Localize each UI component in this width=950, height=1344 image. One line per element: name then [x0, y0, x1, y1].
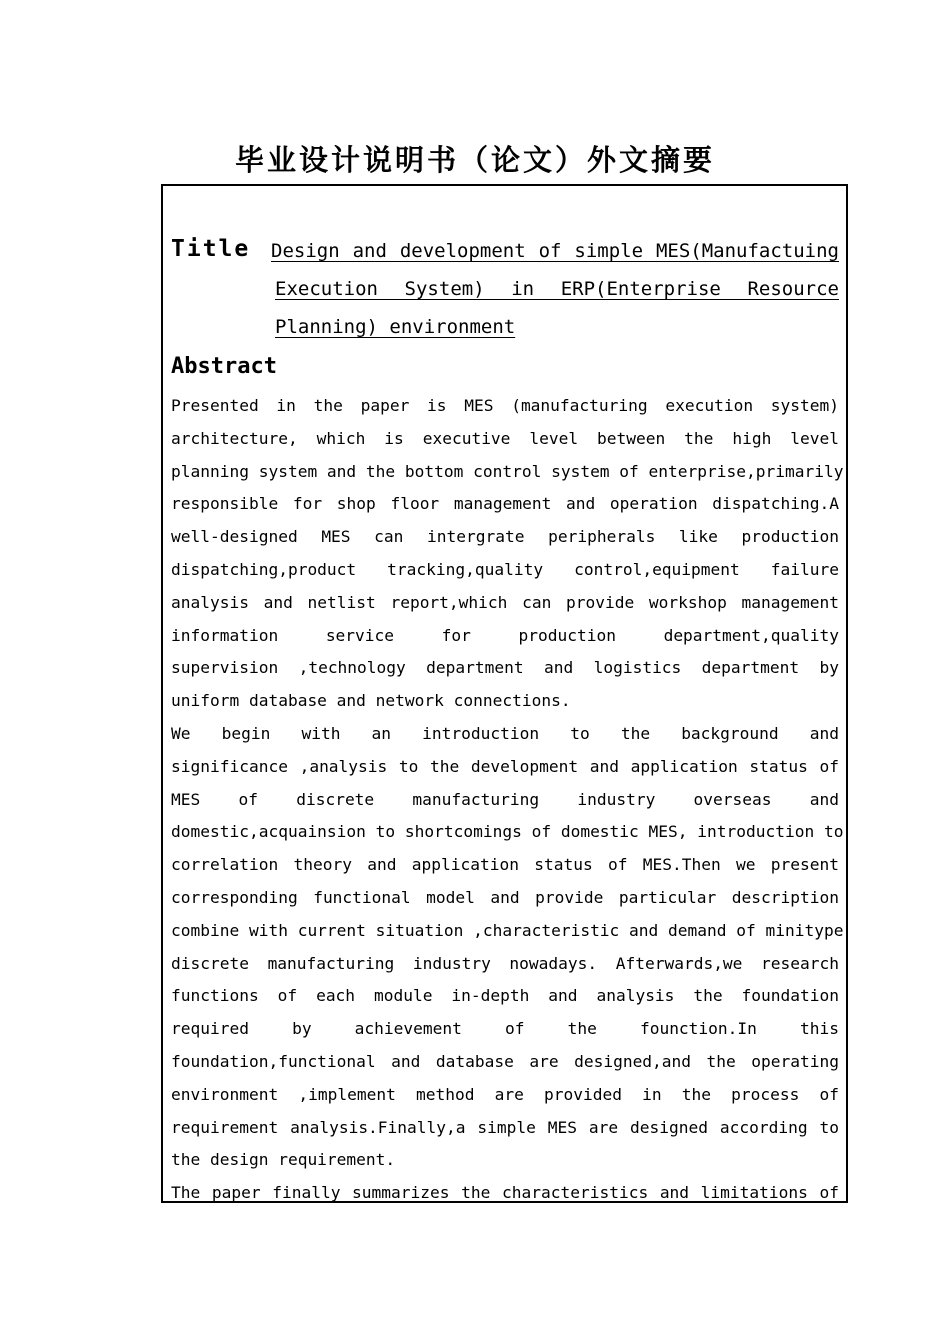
abstract-frame — [161, 184, 848, 1203]
text-line: uniform database and network connections. — [171, 691, 571, 711]
text-line: functions of each module in-depth and analysis the foundation — [171, 986, 839, 1006]
text-line: well-designed MES can intergrate peripherals like production — [171, 527, 839, 547]
abstract-paragraph — [171, 1177, 839, 1203]
text-line: responsible for shop floor management and operation dispatching.A — [171, 494, 839, 514]
text-line: The paper finally summarizes the characteristics and limitations of — [171, 1183, 839, 1203]
text-line: significance ,analysis to the development and application status of — [171, 756, 839, 776]
abstract-paragraph — [171, 718, 844, 1177]
text-line: planning system and the bottom control system of enterprise,primarily — [171, 461, 844, 481]
page-title: 毕业设计说明书（论文）外文摘要 — [234, 143, 715, 177]
title-label: Title — [171, 236, 251, 262]
text-line: discrete manufacturing industry nowadays. Afterwards,we research — [171, 953, 839, 973]
text-line: required by achievement of the founction.In this — [171, 1019, 839, 1039]
paper-title — [271, 232, 839, 346]
text-line: MES of discrete manufacturing industry overseas and — [171, 789, 839, 809]
text-line: correlation theory and application status of MES.Then we present — [171, 855, 839, 875]
abstract-body — [171, 390, 844, 1203]
text-line: the design requirement. — [171, 1150, 396, 1170]
text-line: supervision ,technology department and logistics department by — [171, 658, 839, 678]
paper-title-line: Execution System) in ERP(Enterprise Resource — [275, 278, 839, 300]
text-line: requirement analysis.Finally,a simple MES are designed according to — [171, 1117, 839, 1137]
text-line: information service for production department,quality — [171, 625, 839, 645]
text-line: domestic,acquainsion to shortcomings of domestic MES, introduction to — [171, 822, 844, 842]
text-line: architecture, which is executive level between the high level — [171, 428, 839, 448]
text-line: Presented in the paper is MES (manufacturing execution system) — [171, 396, 839, 415]
abstract-heading: Abstract — [171, 354, 277, 379]
text-line: corresponding functional model and provide particular description — [171, 887, 839, 907]
abstract-paragraph — [171, 390, 844, 718]
text-line: analysis and netlist report,which can provide workshop management — [171, 592, 839, 612]
text-line: foundation,functional and database are designed,and the operating — [171, 1051, 839, 1071]
text-line: environment ,implement method are provided in the process of — [171, 1084, 839, 1104]
text-line: We begin with an introduction to the background and — [171, 723, 839, 743]
paper-title-line: Planning) environment — [275, 316, 516, 338]
text-line: combine with current situation ,characteristic and demand of minitype — [171, 920, 844, 940]
text-line: dispatching,product tracking,quality control,equipment failure — [171, 559, 839, 579]
paper-title-line: Design and development of simple MES(Manufactuing — [271, 240, 839, 262]
